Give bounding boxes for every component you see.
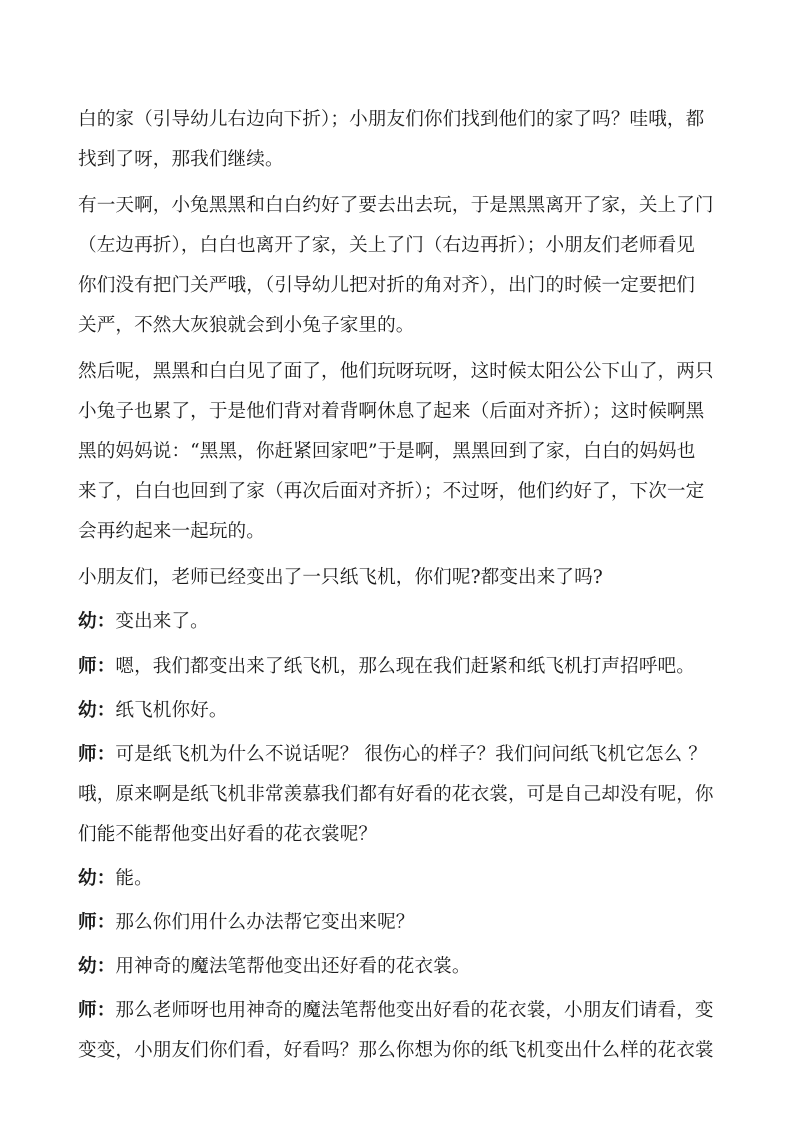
dialogue-line (78, 999, 738, 1023)
text-line: 有一天啊，小兔黑黑和白白约好了要去出去玩，于是黑黑离开了家，关上了门 (78, 195, 714, 216)
dialogue-line (78, 610, 738, 634)
dialogue-text: 用神奇的魔法笔帮他变出还好看的花衣裳。 (115, 956, 471, 977)
text-line: （左边再折），白白也离开了家，关上了门（右边再折）；小朋友们老师看见 (78, 235, 695, 256)
text-line: 哦，原来啊是纸飞机非常羡慕我们都有好看的花衣裳，可是自己却没有呢，你 (78, 784, 714, 805)
dialogue-text: 嗯，我们都变出来了纸飞机，那么现在我们赶紧和纸飞机打声招呼吧。 (115, 656, 695, 677)
speaker-label: 师： (78, 656, 116, 677)
speaker-label: 幼： (78, 611, 116, 632)
text-line: 变变，小朋友们你们看，好看吗？那么你想为你的纸飞机变出什么样的花衣裳 (78, 1040, 714, 1061)
text-line: 黑的妈妈说：“黑黑，你赶紧回家吧”于是啊，黑黑回到了家，白白的妈妈也 (78, 441, 696, 462)
text-line: 小朋友们，老师已经变出了一只纸飞机，你们呢?都变出来了吗? (78, 567, 603, 588)
dialogue-line (78, 699, 738, 723)
speaker-label: 师： (78, 1000, 116, 1021)
dialogue-line (78, 955, 738, 979)
dialogue-line (78, 867, 738, 891)
text-line: 你们没有把门关严哦，（引导幼儿把对折的角对齐），出门的时候一定要把们 (78, 275, 695, 296)
text-line: 白的家（引导幼儿右边向下折）；小朋友们你们找到他们的家了吗？哇哦，都 (78, 109, 705, 130)
dialogue-text: 纸飞机你好。 (115, 700, 228, 721)
dialogue-text: 能。 (115, 868, 153, 889)
text-line: 小兔子也累了，于是他们背对着背啊休息了起来（后面对齐折）；这时候啊黑 (78, 401, 705, 422)
dialogue-text: 可是纸飞机为什么不说话呢？ 很伤心的样子？我们问问纸飞机它怎么 ？ (115, 744, 707, 765)
speaker-label: 幼： (78, 700, 116, 721)
text-line: 找到了呀，那我们继续。 (78, 149, 284, 170)
dialogue-text: 变出来了。 (115, 611, 209, 632)
dialogue-text: 那么老师呀也用神奇的魔法笔帮他变出好看的花衣裳，小朋友们请看，变 (115, 1000, 714, 1021)
speaker-label: 师： (78, 744, 116, 765)
speaker-label: 幼： (78, 868, 116, 889)
text-line: 会再约起来一起玩的。 (78, 521, 265, 542)
text-line: 来了，白白也回到了家（再次后面对齐折）；不过呀，他们约好了，下次一定 (78, 481, 705, 502)
text-line: 然后呢，黑黑和白白见了面了，他们玩呀玩呀，这时候太阳公公下山了，两只 (78, 361, 714, 382)
dialogue-text: 那么你们用什么办法帮它变出来呢？ (115, 912, 415, 933)
speaker-label: 师： (78, 912, 116, 933)
dialogue-line (78, 743, 738, 767)
text-line: 关严，不然大灰狼就会到小兔子家里的。 (78, 315, 415, 336)
speaker-label: 幼： (78, 956, 116, 977)
dialogue-line (78, 655, 738, 679)
dialogue-line (78, 911, 738, 935)
text-line: 们能不能帮他变出好看的花衣裳呢？ (78, 824, 378, 845)
